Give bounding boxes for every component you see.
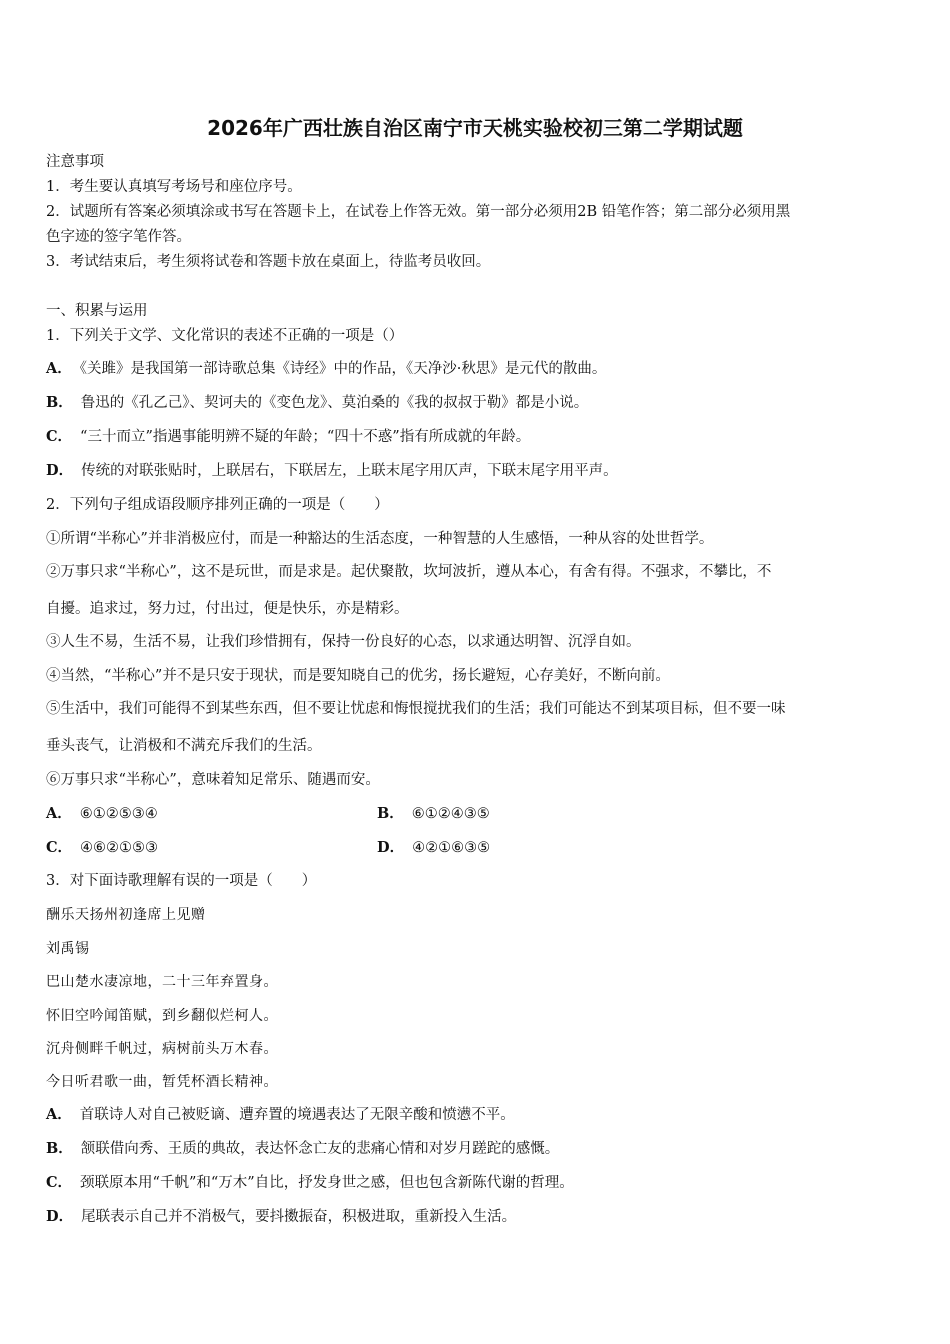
poem-line-2: 怀旧空吟闻笛赋，到乡翻似烂柯人。 — [46, 1008, 278, 1024]
q2-stem: 2．下列句子组成语段顺序排列正确的一项是（ ） — [46, 497, 389, 513]
option-text: ④⑥②①⑤③ — [80, 840, 159, 856]
q3-option-b — [46, 1139, 906, 1159]
option-text: 颈联原本用“千帆”和“万木”自比，抒发身世之感，但也包含新陈代谢的哲理。 — [80, 1175, 574, 1191]
option-label: A． — [46, 805, 72, 822]
q1-option-b — [46, 393, 906, 413]
notice-item-2: 2．试题所有答案必须填涂或书写在答题卡上，在试卷上作答无效。第一部分必须用2B 铅笔作答；第二部分必须用黑 — [46, 204, 791, 220]
notice-item-2-cont: 色字迹的签字笔作答。 — [46, 229, 191, 245]
option-label: C． — [46, 428, 73, 445]
option-label: A． — [46, 1106, 72, 1123]
q2-sentence-3: ③人生不易，生活不易，让我们珍惜拥有，保持一份良好的心态，以求通达明智、沉浮自如。 — [46, 634, 641, 650]
q2-sentence-4: ④当然，“半称心”并不是只安于现状，而是要知晓自己的优劣，扬长避短，心存美好，不断向前。 — [46, 668, 670, 684]
option-label: C． — [46, 1174, 73, 1191]
notice-item-1: 1．考生要认真填写考场号和座位序号。 — [46, 179, 302, 195]
option-text: 传统的对联张贴时，上联居右，下联居左，上联末尾字用仄声，下联末尾字用平声。 — [81, 463, 618, 479]
notice-item-3: 3．考试结束后，考生须将试卷和答题卡放在桌面上，待监考员收回。 — [46, 254, 491, 270]
notice-heading: 注意事项 — [46, 154, 104, 170]
q1-option-d — [46, 461, 906, 481]
option-text: ⑥①②⑤③④ — [79, 806, 158, 822]
q2-option-b — [377, 804, 490, 824]
option-text: 首联诗人对自己被贬谪、遭弃置的境遇表达了无限辛酸和愤懑不平。 — [79, 1107, 515, 1123]
q2-option-d — [377, 838, 490, 858]
q3-option-d — [46, 1207, 906, 1227]
q1-option-c — [46, 427, 906, 447]
option-text: ⑥①②④③⑤ — [411, 806, 490, 822]
poem-title: 酬乐天扬州初逢席上见赠 — [46, 907, 206, 923]
q2-sentence-2-cont: 自擾。追求过，努力过，付出过，便是快乐，亦是精彩。 — [46, 601, 409, 617]
page-title: 2026年广西壮族自治区南宁市天桃实验校初三第二学期试题 — [207, 116, 743, 140]
q2-sentence-5: ⑤生活中，我们可能得不到某些东西，但不要让忧虑和悔恨搅扰我们的生活；我们可能达不到某项目标，但不要一味 — [46, 701, 786, 717]
q3-option-c — [46, 1173, 906, 1193]
q2-sentence-6: ⑥万事只求“半称心”，意味着知足常乐、随遇而安。 — [46, 772, 380, 788]
option-text: “三十而立”指遇事能明辨不疑的年龄；“四十不惑”指有所成就的年龄。 — [80, 429, 531, 445]
q1-option-a — [46, 359, 906, 379]
option-label: B． — [377, 805, 404, 822]
option-text: 《关雎》是我国第一部诗歌总集《诗经》中的作品，《天净沙·秋思》是元代的散曲。 — [79, 361, 607, 377]
q3-option-a — [46, 1105, 906, 1125]
option-text: 尾联表示自己并不消极气，要抖擞振奋，积极进取，重新投入生活。 — [81, 1209, 517, 1225]
option-label: B． — [46, 1140, 73, 1157]
option-text: 鲁迅的《孔乙己》、契诃夫的《变色龙》、莫泊桑的《我的叔叔于勒》都是小说。 — [80, 395, 589, 411]
option-label: D． — [46, 462, 74, 479]
option-label: D． — [46, 1208, 74, 1225]
option-text: 颔联借向秀、王质的典故，表达怀念亡友的悲痛心情和对岁月蹉跎的感慨。 — [80, 1141, 560, 1157]
option-label: D． — [377, 839, 405, 856]
q2-sentence-1: ①所谓“半称心”并非消极应付，而是一种豁达的生活态度，一种智慧的人生感悟，一种从容的处世哲学。 — [46, 531, 714, 547]
q1-stem: 1．下列关于文学、文化常识的表述不正确的一项是（） — [46, 328, 404, 344]
q2-sentence-2: ②万事只求“半称心”，这不是玩世，而是求是。起伏聚散，坎坷波折，遵从本心，有舍有得。不强求，不攀比，不 — [46, 564, 772, 580]
q2-option-c — [46, 838, 158, 858]
poem-author: 刘禹锡 — [46, 941, 90, 957]
poem-line-3: 沉舟侧畔千帆过，病树前头万木春。 — [46, 1041, 278, 1057]
option-text: ④②①⑥③⑤ — [412, 840, 491, 856]
option-label: C． — [46, 839, 73, 856]
q2-option-a — [46, 804, 158, 824]
section-heading: 一、积累与运用 — [46, 303, 148, 319]
q2-sentence-5-cont: 垂头丧气，让消极和不满充斥我们的生活。 — [46, 738, 322, 754]
poem-line-1: 巴山楚水凄凉地，二十三年弃置身。 — [46, 974, 278, 990]
poem-line-4: 今日听君歌一曲，暂凭杯酒长精神。 — [46, 1074, 278, 1090]
option-label: A． — [46, 360, 72, 377]
option-label: B． — [46, 394, 73, 411]
q3-stem: 3．对下面诗歌理解有误的一项是（ ） — [46, 873, 317, 889]
